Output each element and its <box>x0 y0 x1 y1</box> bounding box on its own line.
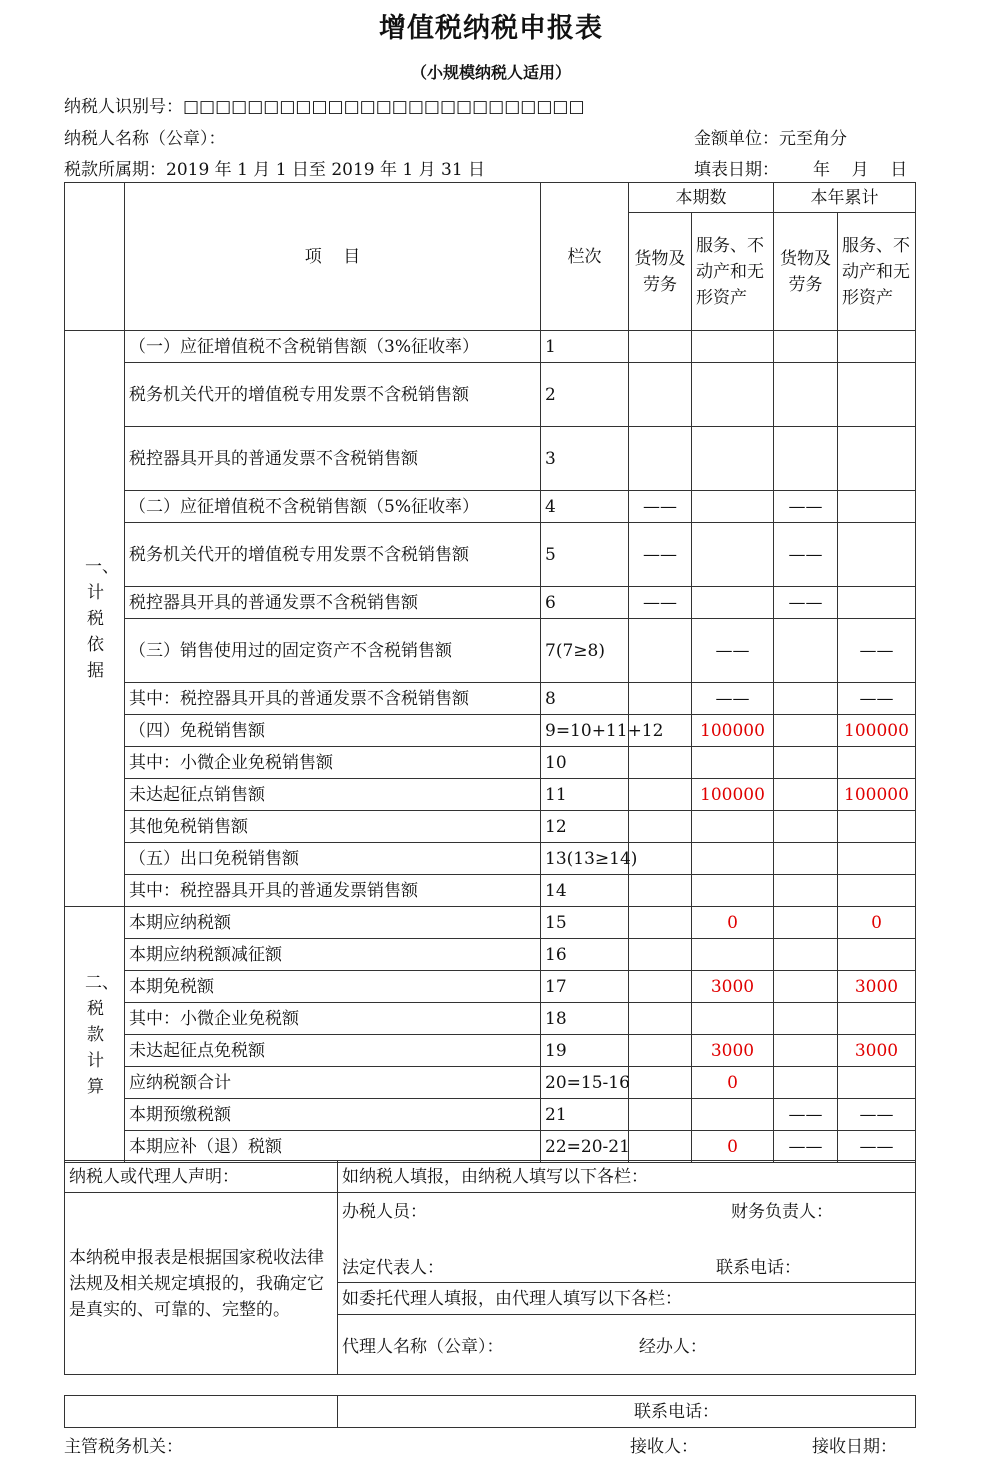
row-item: 本期应补（退）税额 <box>125 1131 541 1163</box>
value-cell-ys[interactable]: —— <box>838 683 916 715</box>
value-cell-yg[interactable] <box>774 811 838 843</box>
agent-name-label: 代理人名称（公章）： <box>342 1336 504 1357</box>
value-cell-cs[interactable] <box>692 1099 774 1131</box>
value-cell-yg[interactable] <box>774 779 838 811</box>
section-basis: 一、计税依据 <box>65 331 125 907</box>
value-cell-cs[interactable] <box>692 427 774 491</box>
table-row <box>65 939 916 971</box>
col-header-ytd-goods: 货物及劳务 <box>774 213 838 331</box>
row-item: 税务机关代开的增值税专用发票不含税销售额 <box>125 523 541 587</box>
taxpayer-name-label: 纳税人名称（公章）： <box>64 129 226 149</box>
agent-fields <box>338 1315 916 1375</box>
value-cell-yg[interactable]: —— <box>774 1099 838 1131</box>
value-cell-yg[interactable] <box>774 715 838 747</box>
row-line-number: 21 <box>541 1099 629 1131</box>
tax-period: 税款所属期：2019 年 1 月 1 日至 2019 年 1 月 31 日 <box>64 160 486 180</box>
value-cell-cs[interactable] <box>692 1003 774 1035</box>
value-cell-cs[interactable]: 0 <box>692 1131 774 1163</box>
value-cell-cg[interactable] <box>629 939 692 971</box>
value-cell-cg[interactable] <box>629 1067 692 1099</box>
declaration-table <box>64 1160 916 1375</box>
table-row <box>65 619 916 683</box>
value-cell-cg[interactable] <box>629 747 692 779</box>
value-cell-cs[interactable]: 0 <box>692 1067 774 1099</box>
value-cell-cg[interactable] <box>629 1003 692 1035</box>
row-line-number: 18 <box>541 1003 629 1035</box>
value-cell-ys[interactable] <box>838 939 916 971</box>
value-cell-cs[interactable]: 100000 <box>692 779 774 811</box>
value-cell-yg[interactable] <box>774 331 838 363</box>
receiver-label: 接收人： <box>630 1437 698 1457</box>
value-cell-cs[interactable] <box>692 747 774 779</box>
row-item: （四）免税销售额 <box>125 715 541 747</box>
taxpayer-id-label: 纳税人识别号： <box>64 97 183 117</box>
col-header-ytd-services: 服务、不动产和无形资产 <box>838 213 916 331</box>
self-fill-note: 如纳税人填报，由纳税人填写以下各栏： <box>338 1161 916 1193</box>
blank-cell <box>65 1396 338 1428</box>
value-cell-ys[interactable] <box>838 363 916 427</box>
col-header-current-services: 服务、不动产和无形资产 <box>692 213 774 331</box>
value-cell-cs[interactable] <box>692 939 774 971</box>
tax-return-table <box>64 182 916 1163</box>
value-cell-cs[interactable]: 100000 <box>692 715 774 747</box>
col-header-line: 栏次 <box>541 183 629 331</box>
col-header-item: 项 目 <box>125 183 541 331</box>
self-fill-fields <box>338 1193 916 1283</box>
row-line-number: 8 <box>541 683 629 715</box>
row-item: 其他免税销售额 <box>125 811 541 843</box>
value-cell-cg[interactable] <box>629 427 692 491</box>
row-item: 税控器具开具的普通发票不含税销售额 <box>125 427 541 491</box>
row-line-number: 12 <box>541 811 629 843</box>
table-row <box>65 747 916 779</box>
value-cell-cg[interactable] <box>629 843 692 875</box>
row-item: 本期应纳税额减征额 <box>125 939 541 971</box>
value-cell-ys[interactable]: 100000 <box>838 779 916 811</box>
value-cell-ys[interactable] <box>838 427 916 491</box>
value-cell-ys[interactable]: 0 <box>838 907 916 939</box>
table-row <box>65 1067 916 1099</box>
table-row <box>65 1035 916 1067</box>
value-cell-cg[interactable]: —— <box>629 491 692 523</box>
value-cell-cs[interactable] <box>692 587 774 619</box>
value-cell-yg[interactable] <box>774 1067 838 1099</box>
row-item: （五）出口免税销售额 <box>125 843 541 875</box>
table-row <box>65 811 916 843</box>
value-cell-yg[interactable] <box>774 747 838 779</box>
row-line-number: 16 <box>541 939 629 971</box>
table-row <box>65 491 916 523</box>
value-cell-ys[interactable] <box>838 587 916 619</box>
row-line-number: 2 <box>541 363 629 427</box>
value-cell-cg[interactable]: —— <box>629 587 692 619</box>
value-cell-ys[interactable] <box>838 523 916 587</box>
row-line-number: 13(13≥14) <box>541 843 629 875</box>
value-cell-cg[interactable]: —— <box>629 523 692 587</box>
value-cell-yg[interactable]: —— <box>774 587 838 619</box>
table-row <box>65 779 916 811</box>
table-row <box>65 331 916 363</box>
row-line-number: 1 <box>541 331 629 363</box>
handler-label: 经办人： <box>638 1336 707 1357</box>
row-line-number: 6 <box>541 587 629 619</box>
row-line-number: 10 <box>541 747 629 779</box>
table-row <box>65 715 916 747</box>
value-cell-cs[interactable]: 0 <box>692 907 774 939</box>
row-item: 未达起征点销售额 <box>125 779 541 811</box>
form-subtitle: （小规模纳税人适用） <box>410 63 571 82</box>
tax-officer-label: 办税人员： <box>342 1201 427 1222</box>
table-row <box>65 1131 916 1163</box>
value-cell-cg[interactable] <box>629 1035 692 1067</box>
declaration-text: 本纳税申报表是根据国家税收法律法规及相关规定填报的，我确定它是真实的、可靠的、完整的。 <box>65 1193 338 1375</box>
value-cell-ys[interactable]: 3000 <box>838 1035 916 1067</box>
form-title: 增值税纳税申报表 <box>379 13 603 44</box>
finance-head-label: 财务负责人： <box>731 1201 833 1222</box>
value-cell-yg[interactable] <box>774 875 838 907</box>
value-cell-ys[interactable]: —— <box>838 1131 916 1163</box>
fill-date-label: 填表日期： <box>694 160 779 180</box>
value-cell-yg[interactable] <box>774 907 838 939</box>
declaration-title: 纳税人或代理人声明： <box>65 1161 338 1193</box>
table-row <box>65 843 916 875</box>
value-cell-yg[interactable] <box>774 363 838 427</box>
row-item: 本期应纳税额 <box>125 907 541 939</box>
fill-date-units: 年 月 日 <box>813 160 908 180</box>
table-row <box>65 523 916 587</box>
value-cell-cs[interactable] <box>692 363 774 427</box>
taxpayer-id-row <box>64 92 585 117</box>
value-cell-cg[interactable] <box>629 683 692 715</box>
col-header-current: 本期数 <box>629 183 774 213</box>
value-cell-ys[interactable]: —— <box>838 619 916 683</box>
value-cell-ys[interactable] <box>838 1003 916 1035</box>
row-line-number: 5 <box>541 523 629 587</box>
row-item: 本期预缴税额 <box>125 1099 541 1131</box>
value-cell-cg[interactable] <box>629 971 692 1003</box>
table-row <box>65 1003 916 1035</box>
value-cell-ys[interactable] <box>838 491 916 523</box>
value-cell-cs[interactable]: 3000 <box>692 1035 774 1067</box>
agent-fill-note: 如委托代理人填报，由代理人填写以下各栏： <box>338 1283 916 1315</box>
table-row <box>65 971 916 1003</box>
row-item: 税务机关代开的增值税专用发票不含税销售额 <box>125 363 541 427</box>
amount-unit: 金额单位：元至角分 <box>694 129 847 149</box>
table-row <box>65 907 916 939</box>
row-line-number: 15 <box>541 907 629 939</box>
row-item: 其中：小微企业免税销售额 <box>125 747 541 779</box>
row-line-number: 3 <box>541 427 629 491</box>
legal-rep-label: 法定代表人： <box>342 1257 444 1278</box>
table-row <box>65 875 916 907</box>
value-cell-cg[interactable] <box>629 363 692 427</box>
row-item: 其中：税控器具开具的普通发票销售额 <box>125 875 541 907</box>
row-item: 应纳税额合计 <box>125 1067 541 1099</box>
value-cell-cs[interactable] <box>692 331 774 363</box>
section-calculation: 二、税款计算 <box>65 907 125 1163</box>
row-item: （三）销售使用过的固定资产不含税销售额 <box>125 619 541 683</box>
value-cell-cg[interactable] <box>629 779 692 811</box>
value-cell-yg[interactable] <box>774 683 838 715</box>
value-cell-cs[interactable] <box>692 811 774 843</box>
value-cell-ys[interactable]: 3000 <box>838 971 916 1003</box>
table-row <box>65 363 916 427</box>
value-cell-cs[interactable] <box>692 523 774 587</box>
receive-date-label: 接收日期： <box>812 1437 897 1457</box>
row-line-number: 19 <box>541 1035 629 1067</box>
value-cell-cs[interactable]: 3000 <box>692 971 774 1003</box>
table-row <box>65 1099 916 1131</box>
row-line-number: 20=15-16 <box>541 1067 629 1099</box>
value-cell-ys[interactable]: 100000 <box>838 715 916 747</box>
agent-phone-table <box>64 1395 916 1428</box>
value-cell-yg[interactable] <box>774 619 838 683</box>
value-cell-ys[interactable] <box>838 1067 916 1099</box>
value-cell-yg[interactable] <box>774 843 838 875</box>
value-cell-cg[interactable] <box>629 875 692 907</box>
value-cell-ys[interactable] <box>838 747 916 779</box>
row-line-number: 22=20-21 <box>541 1131 629 1163</box>
value-cell-ys[interactable] <box>838 875 916 907</box>
value-cell-cs[interactable]: —— <box>692 619 774 683</box>
authority-label: 主管税务机关： <box>64 1437 183 1457</box>
row-item: 其中：税控器具开具的普通发票不含税销售额 <box>125 683 541 715</box>
col-header-current-goods: 货物及劳务 <box>629 213 692 331</box>
value-cell-yg[interactable] <box>774 939 838 971</box>
value-cell-yg[interactable]: —— <box>774 491 838 523</box>
row-item: 其中：小微企业免税额 <box>125 1003 541 1035</box>
value-cell-cg[interactable] <box>629 331 692 363</box>
taxpayer-id-boxes[interactable]: □□□□□□□□□□□□□□□□□□□□□□□□□ <box>183 97 585 117</box>
corner-cell <box>65 183 125 331</box>
value-cell-ys[interactable]: —— <box>838 1099 916 1131</box>
value-cell-ys[interactable] <box>838 331 916 363</box>
row-line-number: 9=10+11+12 <box>541 715 629 747</box>
value-cell-cs[interactable]: —— <box>692 683 774 715</box>
value-cell-yg[interactable]: —— <box>774 523 838 587</box>
row-item: （一）应征增值税不含税销售额（3%征收率） <box>125 331 541 363</box>
value-cell-cs[interactable] <box>692 875 774 907</box>
value-cell-yg[interactable] <box>774 1003 838 1035</box>
value-cell-cs[interactable] <box>692 843 774 875</box>
row-line-number: 17 <box>541 971 629 1003</box>
value-cell-cg[interactable] <box>629 1099 692 1131</box>
row-line-number: 7(7≥8) <box>541 619 629 683</box>
row-line-number: 14 <box>541 875 629 907</box>
phone2-label: 联系电话： <box>338 1396 916 1428</box>
row-line-number: 11 <box>541 779 629 811</box>
table-row <box>65 587 916 619</box>
value-cell-yg[interactable] <box>774 1035 838 1067</box>
fill-date-row <box>694 155 907 180</box>
row-item: （二）应征增值税不含税销售额（5%征收率） <box>125 491 541 523</box>
value-cell-cs[interactable] <box>692 491 774 523</box>
value-cell-cg[interactable] <box>629 619 692 683</box>
value-cell-yg[interactable] <box>774 427 838 491</box>
table-row <box>65 683 916 715</box>
value-cell-cg[interactable] <box>629 1131 692 1163</box>
value-cell-yg[interactable] <box>774 971 838 1003</box>
table-row <box>65 427 916 491</box>
value-cell-cg[interactable] <box>629 907 692 939</box>
row-line-number: 4 <box>541 491 629 523</box>
value-cell-yg[interactable]: —— <box>774 1131 838 1163</box>
col-header-ytd: 本年累计 <box>774 183 916 213</box>
phone-label: 联系电话： <box>716 1257 801 1278</box>
row-item: 本期免税额 <box>125 971 541 1003</box>
row-item: 税控器具开具的普通发票不含税销售额 <box>125 587 541 619</box>
row-item: 未达起征点免税额 <box>125 1035 541 1067</box>
value-cell-ys[interactable] <box>838 811 916 843</box>
value-cell-cg[interactable] <box>629 811 692 843</box>
value-cell-ys[interactable] <box>838 843 916 875</box>
